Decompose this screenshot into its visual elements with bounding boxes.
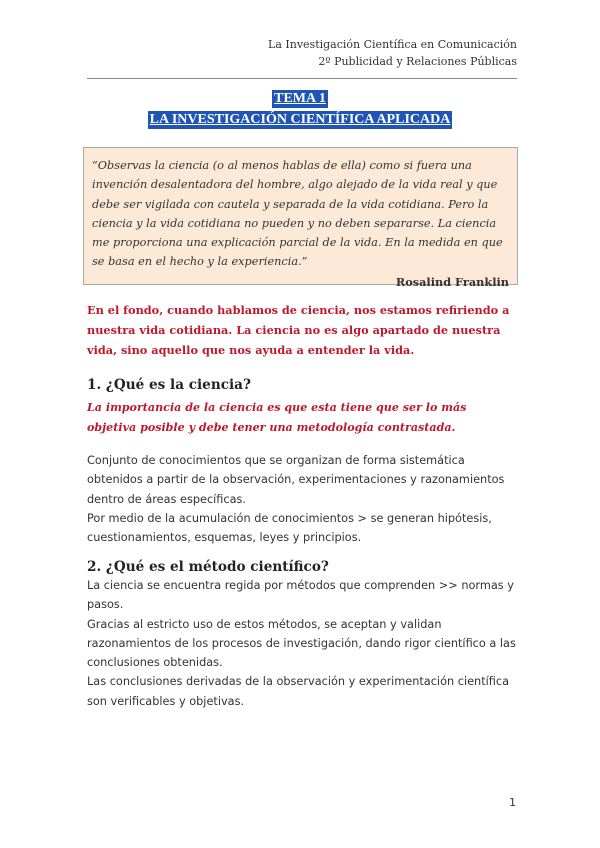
page-number: 1	[509, 796, 516, 809]
body-line: pasos.	[87, 598, 124, 612]
body-line: cuestionamientos, esquemas, leyes y principios.	[87, 531, 362, 545]
title-topic-name: LA INVESTIGACIÓN CIENTÍFICA APLICADA	[149, 112, 451, 127]
header-degree: 2º Publicidad y Relaciones Públicas	[318, 55, 517, 68]
section-heading-1: 1. ¿Qué es la ciencia?	[87, 377, 251, 393]
body-line: La ciencia se encuentra regida por métodos que comprenden >> normas y	[87, 579, 514, 592]
quote-text: “Observas la ciencia (o al menos hablas de ella) como si fuera una invención desalentadora del hombre, algo alejado de la vida real y que debe ser vigilada con cautela y separada de la vida cotidiana. Pero la ciencia y la vida cotidiana no pueden y no deben separarse. La ciencia me proporciona una explicación parcial de la vida. En la medida en que se basa en el hecho y la experiencia.”	[92, 159, 503, 269]
body-line: dentro de áreas específicas.	[87, 492, 247, 506]
header-course-title: La Investigación Científica en Comunicación	[268, 38, 517, 51]
quote-box	[83, 147, 518, 289]
body-line: Gracias al estricto uso de estos métodos, se aceptan y validan	[87, 617, 442, 631]
section-1-emphasis: La importancia de la ciencia es que esta tiene que ser lo más objetiva posible y debe tener una metodología contrastada.	[87, 401, 467, 434]
section-heading-2: 2. ¿Qué es el método científico?	[87, 559, 329, 575]
page-header	[268, 36, 517, 70]
body-line: Las conclusiones derivadas de la observación y experimentación científica	[87, 675, 510, 689]
section-1-body	[87, 451, 527, 547]
intro-paragraph: En el fondo, cuando hablamos de ciencia, nos estamos refiriendo a nuestra vida cotidiana. La ciencia no es algo apartado de nuestra vida, sino aquello que nos ayuda a entender la vida.	[87, 303, 510, 357]
body-line: Conjunto de conocimientos que se organizan de forma sistemática	[87, 454, 465, 467]
body-line: conclusiones obtenidas.	[87, 656, 223, 670]
title-topic-number: TEMA 1	[274, 91, 326, 106]
header-divider	[87, 78, 517, 79]
quote-author: Rosalind Franklin	[395, 274, 509, 289]
body-line: obtenidos a partir de la observación, experimentaciones y razonamientos	[87, 473, 505, 487]
document-title	[0, 87, 600, 129]
body-line: Por medio de la acumulación de conocimientos > se generan hipótesis,	[87, 511, 492, 525]
body-line: razonamientos de los procesos de investigación, dando rigor científico a las	[87, 636, 516, 650]
body-line: son verificables y objetivas.	[87, 694, 245, 708]
section-2-body	[87, 576, 527, 711]
